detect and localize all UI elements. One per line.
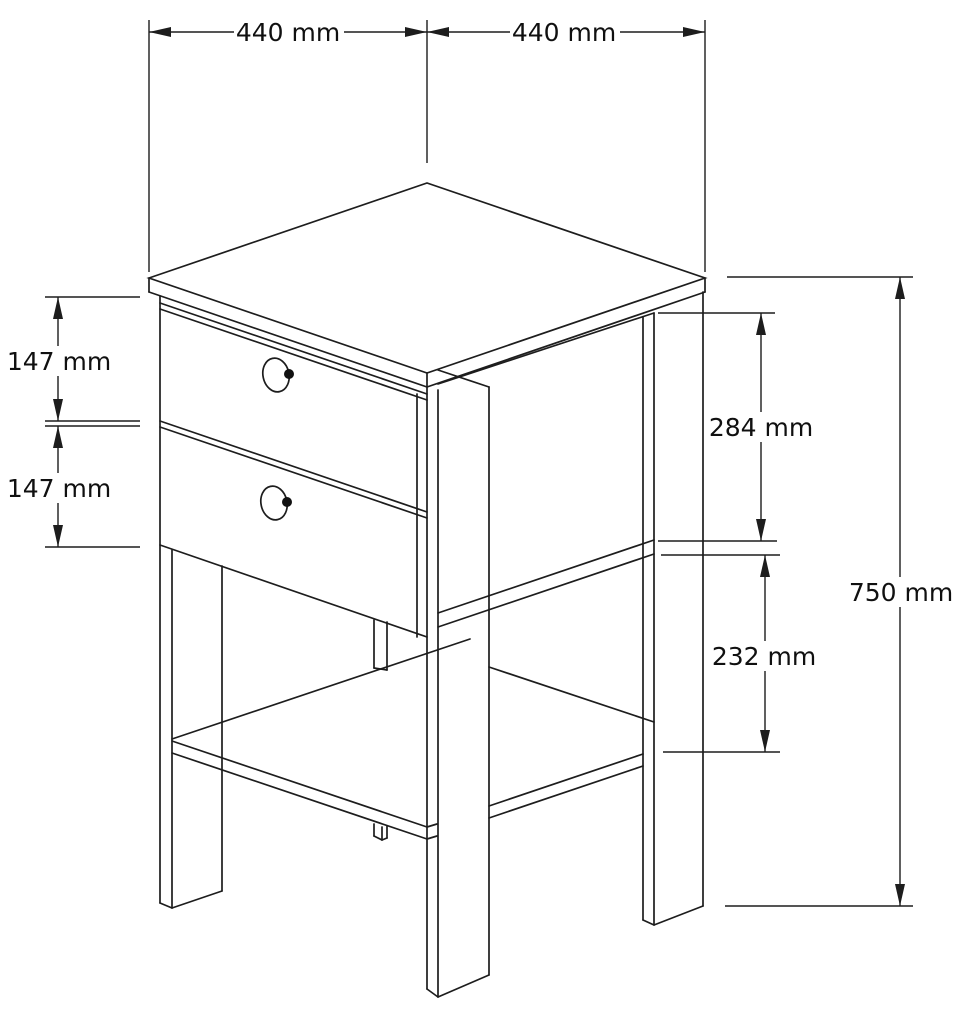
dimension-extension-lines bbox=[45, 20, 913, 906]
side-frame-rails bbox=[438, 313, 654, 722]
drawer-knob-top bbox=[260, 356, 294, 395]
back-leg bbox=[374, 620, 387, 840]
dim-label-drawer-lower-height: 147 mm bbox=[6, 474, 112, 503]
dim-label-total-height: 750 mm bbox=[848, 578, 954, 607]
feet bbox=[160, 891, 703, 997]
dimension-arrows bbox=[53, 27, 905, 906]
dim-label-top-width-right: 440 mm bbox=[511, 18, 617, 47]
top-panel bbox=[149, 183, 705, 387]
shelf bbox=[172, 639, 643, 839]
dim-label-side-opening-lower: 232 mm bbox=[711, 642, 817, 671]
legs bbox=[160, 292, 703, 997]
dim-label-side-opening-upper: 284 mm bbox=[708, 413, 814, 442]
dim-label-top-width-left: 440 mm bbox=[235, 18, 341, 47]
dimension-lines bbox=[58, 32, 900, 906]
dim-label-drawer-upper-height: 147 mm bbox=[6, 347, 112, 376]
drawer-knob-bottom bbox=[258, 484, 292, 523]
